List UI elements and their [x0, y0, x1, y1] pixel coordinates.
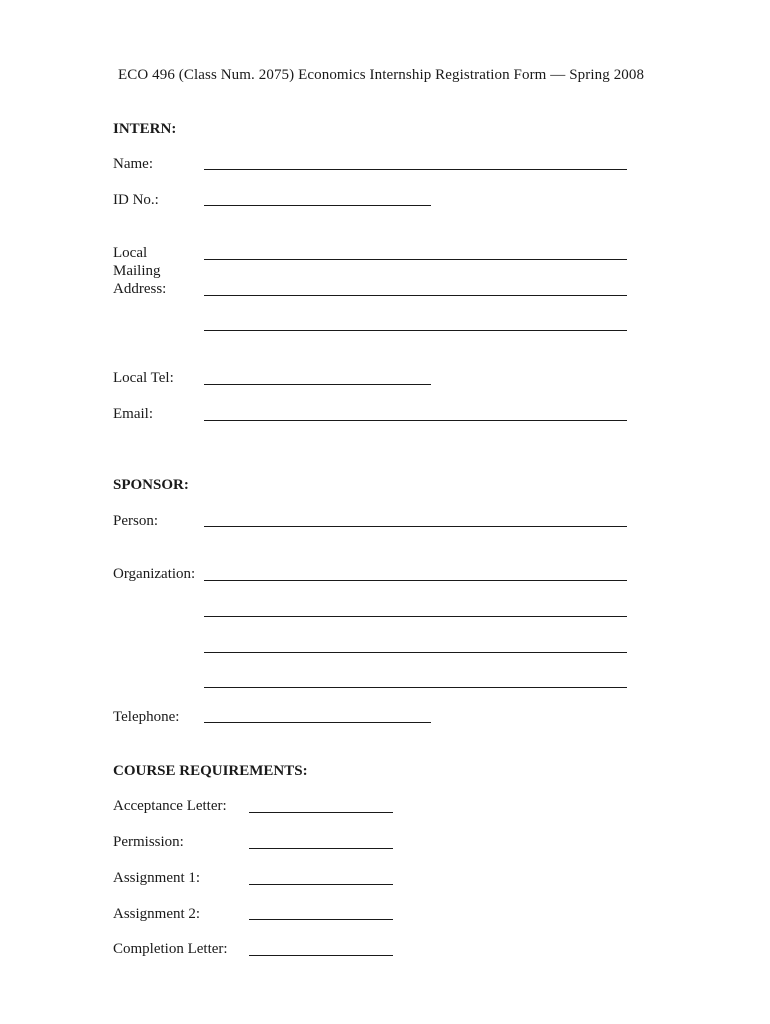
address-field-line-3[interactable]	[204, 330, 627, 331]
id-field-line[interactable]	[204, 205, 431, 206]
email-label: Email:	[113, 406, 153, 422]
acceptance-letter-label: Acceptance Letter:	[113, 798, 227, 814]
address-label-line1: Local	[113, 245, 148, 261]
id-label: ID No.:	[113, 192, 159, 208]
assignment-2-field-line[interactable]	[249, 919, 393, 920]
permission-label: Permission:	[113, 834, 184, 850]
permission-field-line[interactable]	[249, 848, 393, 849]
name-label: Name:	[113, 156, 153, 172]
local-tel-label: Local Tel:	[113, 370, 174, 386]
telephone-label: Telephone:	[113, 709, 180, 725]
completion-letter-field-line[interactable]	[249, 955, 393, 956]
organization-label: Organization:	[113, 566, 196, 582]
address-field-line-2[interactable]	[204, 295, 627, 296]
acceptance-letter-field-line[interactable]	[249, 812, 393, 813]
assignment-1-label: Assignment 1:	[113, 870, 201, 886]
email-field-line[interactable]	[204, 420, 627, 421]
name-field-line[interactable]	[204, 169, 627, 170]
organization-field-line-3[interactable]	[204, 652, 627, 653]
organization-field-line-1[interactable]	[204, 580, 627, 581]
person-label: Person:	[113, 513, 158, 529]
organization-field-line-4[interactable]	[204, 687, 627, 688]
intern-heading: INTERN:	[113, 121, 177, 137]
person-field-line[interactable]	[204, 526, 627, 527]
form-title: ECO 496 (Class Num. 2075) Economics Internship Registration Form — Spring 2008	[118, 67, 645, 83]
sponsor-heading: SPONSOR:	[113, 477, 189, 493]
assignment-2-label: Assignment 2:	[113, 906, 201, 922]
completion-letter-label: Completion Letter:	[113, 941, 228, 957]
assignment-1-field-line[interactable]	[249, 884, 393, 885]
organization-field-line-2[interactable]	[204, 616, 627, 617]
telephone-field-line[interactable]	[204, 722, 431, 723]
address-label-line2: Mailing	[113, 263, 161, 279]
address-label-line3: Address:	[113, 281, 167, 297]
address-field-line-1[interactable]	[204, 259, 627, 260]
local-tel-field-line[interactable]	[204, 384, 431, 385]
course-requirements-heading: COURSE REQUIREMENTS:	[113, 763, 308, 779]
